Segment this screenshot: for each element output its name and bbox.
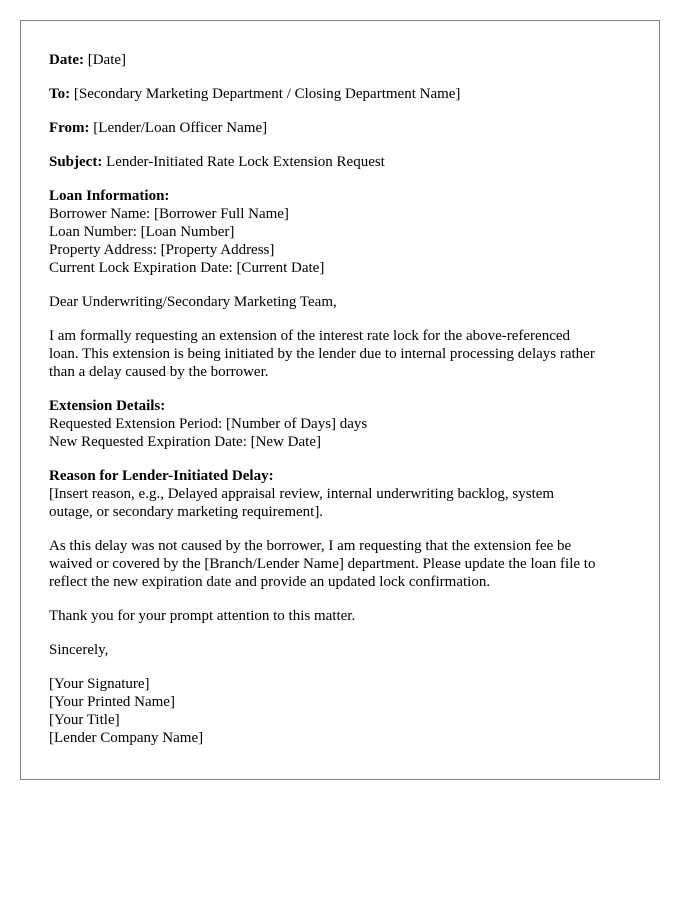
loan-number-line: Loan Number: [Loan Number] — [49, 224, 235, 240]
signature-block — [49, 675, 631, 747]
reason-line: outage, or secondary marketing requirement]. — [49, 504, 324, 520]
date-label: Date: — [49, 52, 84, 68]
borrower-name-line: Borrower Name: [Borrower Full Name] — [49, 206, 289, 222]
date-value: [Date] — [87, 52, 127, 68]
to-line — [49, 85, 631, 103]
extension-period-line: Requested Extension Period: [Number of Days] days — [49, 416, 368, 432]
date-line — [49, 51, 631, 69]
reason-heading: Reason for Lender-Initiated Delay: — [49, 468, 274, 484]
new-expiration-line: New Requested Expiration Date: [New Date] — [49, 434, 321, 450]
closing-line: Sincerely, — [49, 642, 109, 658]
reason-line: [Insert reason, e.g., Delayed appraisal review, internal underwriting backlog, system — [49, 486, 555, 502]
intro-line: loan. This extension is being initiated by the lender due to internal processing delays rather — [49, 346, 595, 362]
request-line: reflect the new expiration date and provide an updated lock confirmation. — [49, 574, 491, 590]
reason-section — [49, 467, 631, 521]
subject-value: Lender-Initiated Rate Lock Extension Request — [106, 154, 385, 170]
subject-label: Subject: — [49, 154, 103, 170]
request-line: waived or covered by the [Branch/Lender Name] department. Please update the loan file to — [49, 556, 596, 572]
from-value: [Lender/Loan Officer Name] — [93, 120, 268, 136]
intro-line: I am formally requesting an extension of the interest rate lock for the above-referenced — [49, 328, 571, 344]
title-line: [Your Title] — [49, 712, 120, 728]
to-value: [Secondary Marketing Department / Closing Department Name] — [73, 86, 461, 102]
signature-line: [Your Signature] — [49, 676, 150, 692]
from-label: From: — [49, 120, 90, 136]
intro-line: than a delay caused by the borrower. — [49, 364, 269, 380]
printed-name-line: [Your Printed Name] — [49, 694, 175, 710]
request-paragraph — [49, 537, 631, 591]
to-label: To: — [49, 86, 71, 102]
letter — [20, 20, 660, 780]
extension-details-section — [49, 397, 631, 451]
company-name-line: [Lender Company Name] — [49, 730, 204, 746]
subject-line — [49, 153, 631, 171]
thanks-line: Thank you for your prompt attention to this matter. — [49, 608, 356, 624]
loan-information-section — [49, 187, 631, 277]
from-line — [49, 119, 631, 137]
property-address-line: Property Address: [Property Address] — [49, 242, 275, 258]
salutation: Dear Underwriting/Secondary Marketing Team, — [49, 294, 337, 310]
lock-expiration-line: Current Lock Expiration Date: [Current Date] — [49, 260, 325, 276]
loan-information-heading: Loan Information: — [49, 188, 170, 204]
intro-paragraph — [49, 327, 631, 381]
request-line: As this delay was not caused by the borrower, I am requesting that the extension fee be — [49, 538, 572, 554]
extension-details-heading: Extension Details: — [49, 398, 166, 414]
